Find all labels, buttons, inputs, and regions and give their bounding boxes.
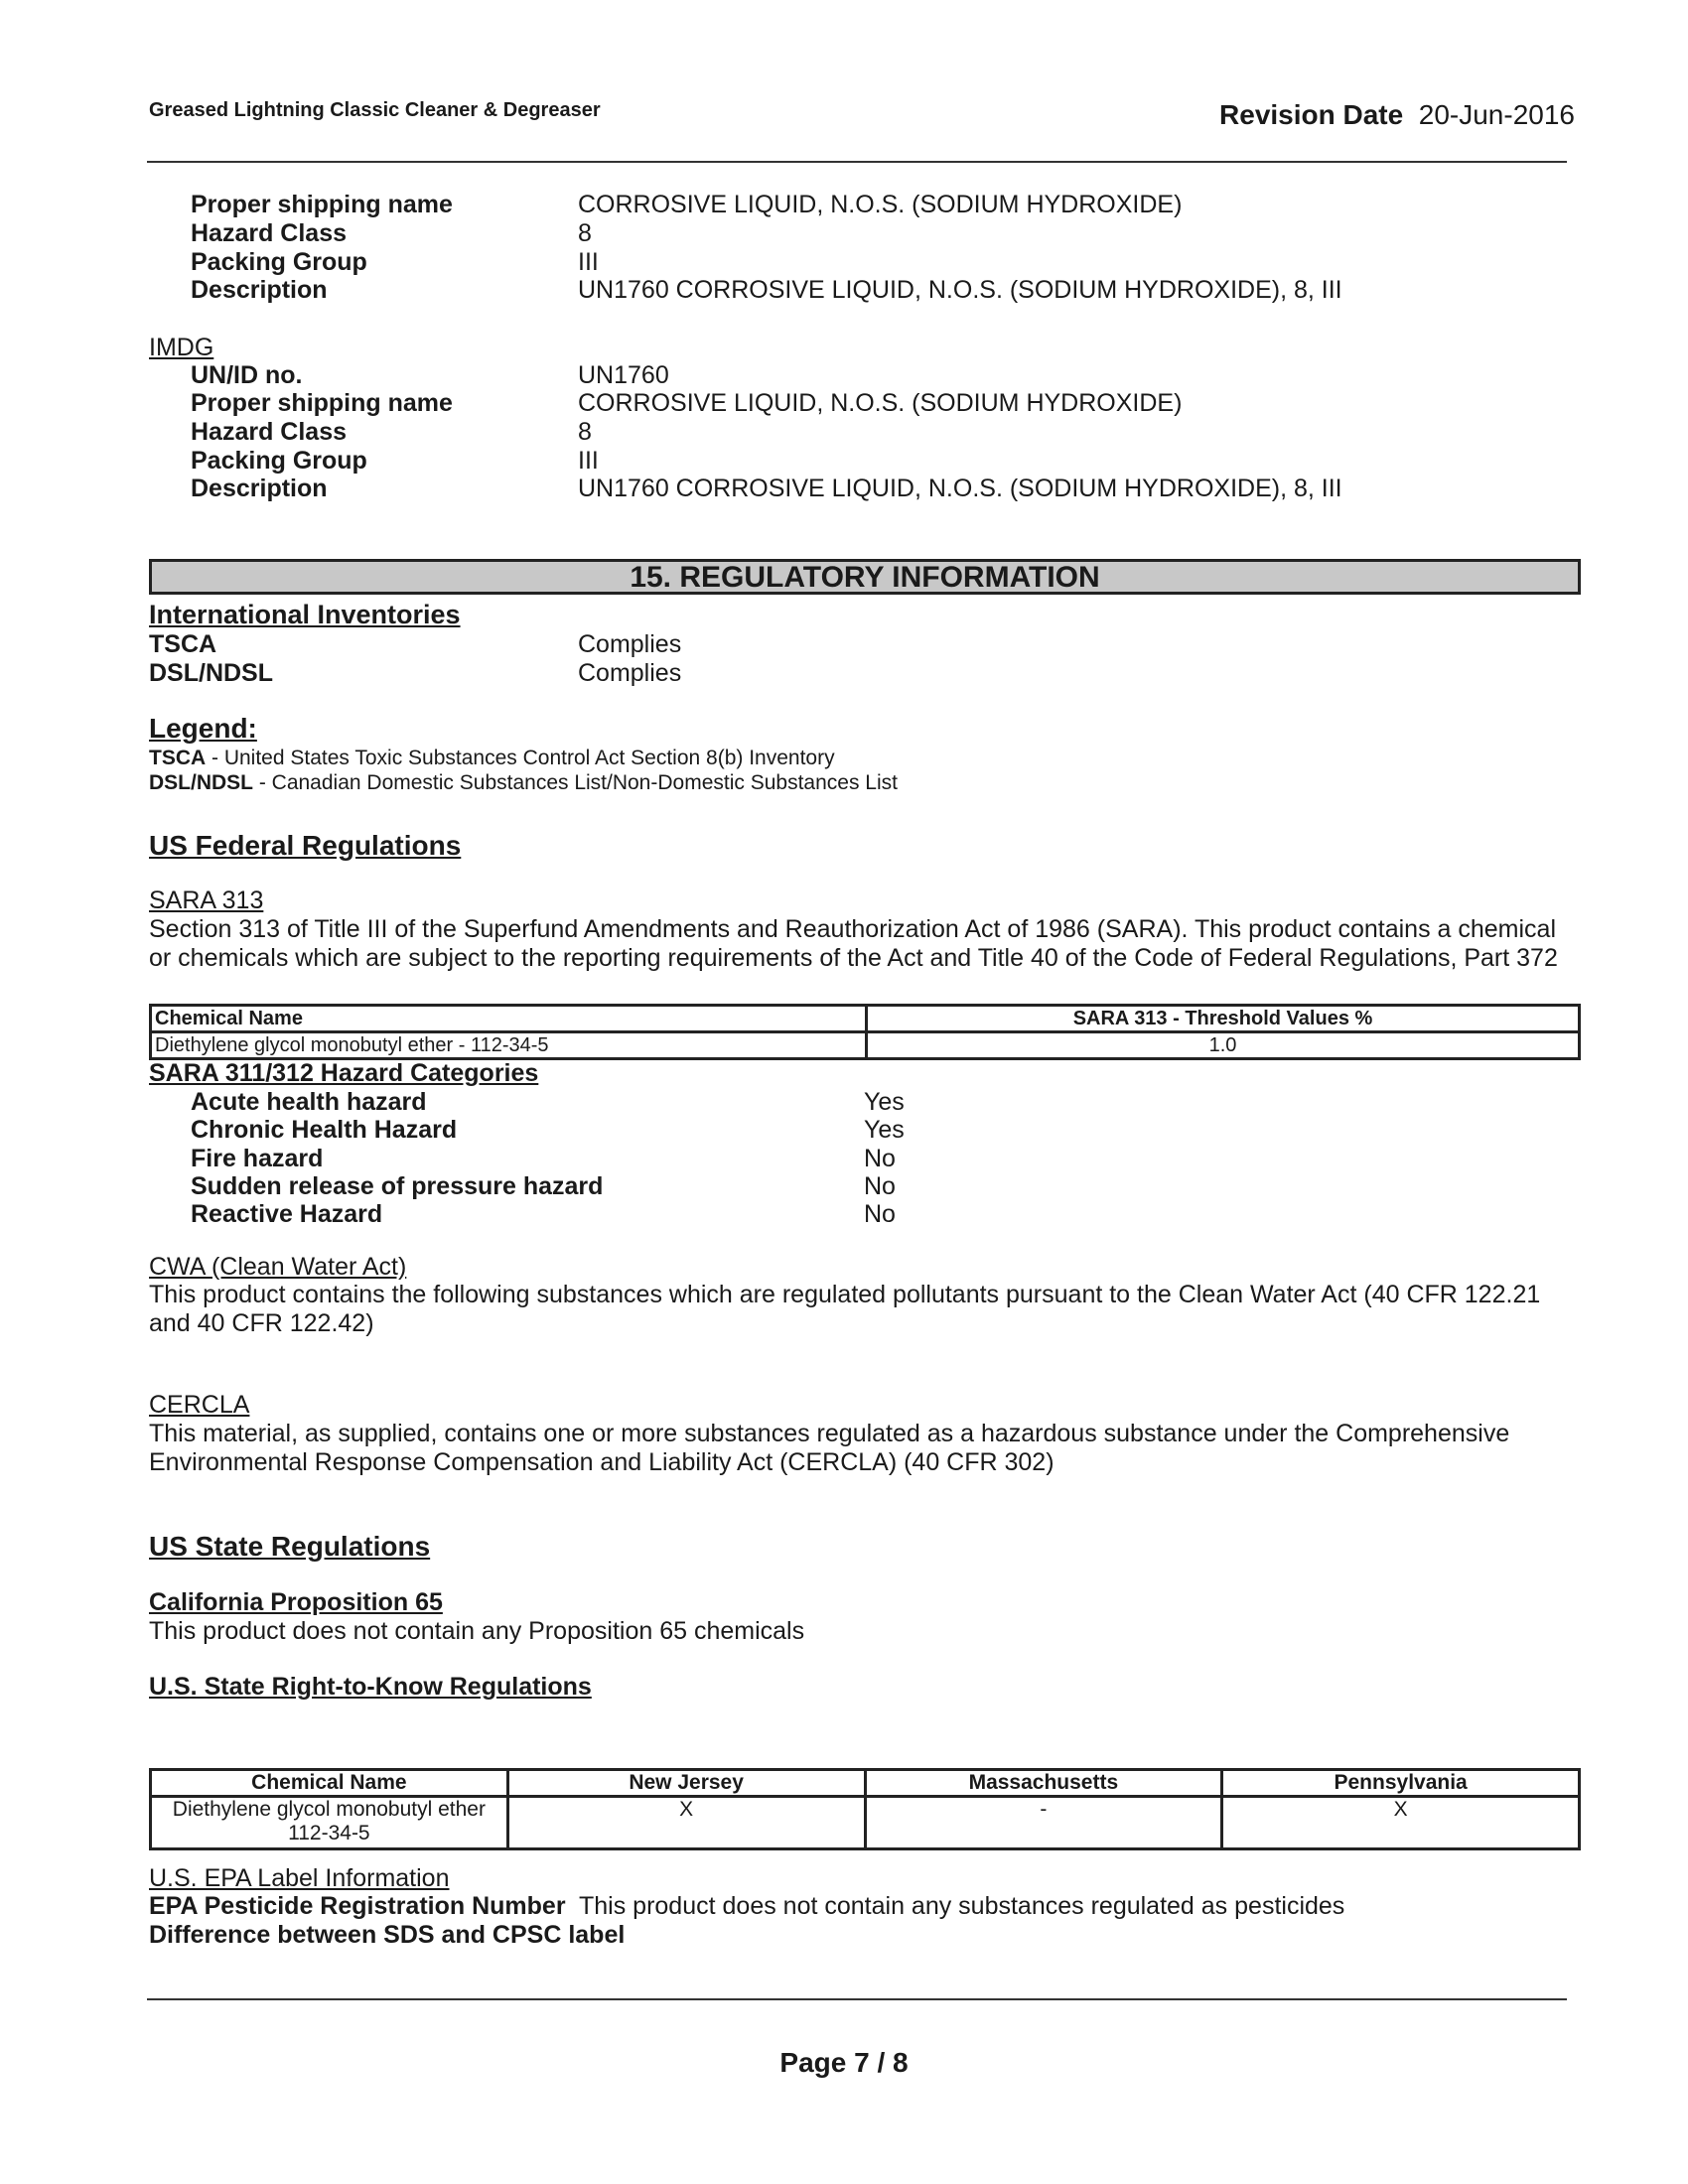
pennsylvania-cell: X (1222, 1797, 1580, 1849)
us-state-heading: US State Regulations (149, 1531, 431, 1562)
cas-number: 112-34-5 (288, 1822, 370, 1844)
page-number: Page 7 / 8 (779, 2047, 909, 2078)
imdg-row-description (0, 475, 1589, 502)
column-header: SARA 313 - Threshold Values % (867, 1006, 1580, 1032)
field-label: Proper shipping name (191, 389, 453, 417)
table-row (151, 1032, 1580, 1059)
imdg-row-shipping-name (0, 389, 1589, 417)
inventory-row-dsl (0, 659, 1589, 687)
field-label: Description (191, 475, 328, 502)
right-to-know-heading: U.S. State Right-to-Know Regulations (149, 1673, 592, 1701)
field-label: Hazard Class (191, 219, 348, 247)
sara-313-heading: SARA 313 (149, 887, 264, 914)
field-label: TSCA (149, 630, 217, 658)
hazard-row-pressure (0, 1172, 1589, 1200)
hazard-value: Yes (864, 1088, 905, 1116)
field-value: 8 (578, 418, 592, 446)
hazard-label: Reactive Hazard (191, 1200, 383, 1228)
legend-abbr: TSCA (149, 747, 207, 769)
hazard-row-chronic (0, 1116, 1589, 1144)
field-value: III (578, 447, 599, 475)
field-label: Hazard Class (191, 418, 348, 446)
cwa-text: This product contains the following substances which are regulated pollutants pursuant to the Clean Water Act (40 CFR 122.21 and 40 CFR 122.42) (149, 1281, 1541, 1337)
field-label: UN/ID no. (191, 361, 303, 389)
threshold-value-cell: 1.0 (867, 1032, 1580, 1059)
sds-cpsc-difference-label: Difference between SDS and CPSC label (149, 1921, 626, 1949)
field-label: Proper shipping name (191, 191, 453, 218)
section-15-banner: 15. REGULATORY INFORMATION (149, 559, 1581, 595)
field-value: UN1760 CORROSIVE LIQUID, N.O.S. (SODIUM HYDROXIDE), 8, III (578, 475, 1342, 502)
transport-row-description (0, 276, 1589, 304)
inventory-row-tsca (0, 630, 1589, 658)
field-value: CORROSIVE LIQUID, N.O.S. (SODIUM HYDROXIDE) (578, 389, 1183, 417)
imdg-row-unid (0, 361, 1589, 389)
international-inventories-heading: International Inventories (149, 600, 461, 629)
field-value: This product does not contain any substances regulated as pesticides (579, 1892, 1345, 1920)
imdg-row-hazard-class (0, 418, 1589, 446)
header-divider (147, 161, 1567, 163)
legend-text: - United States Toxic Substances Control Act Section 8(b) Inventory (206, 747, 835, 769)
prop65-text: This product does not contain any Proposition 65 chemicals (149, 1617, 805, 1645)
product-name: Greased Lightning Classic Cleaner & Degreaser (149, 99, 601, 121)
imdg-heading: IMDG (149, 334, 214, 361)
hazard-value: No (864, 1200, 896, 1228)
legend-tsca (149, 747, 835, 770)
cercla-text: This material, as supplied, contains one or more substances regulated as a hazardous substance under the Comprehensive Environmental Response Compensation and Liability Act (CERCLA) (40 CFR 302) (149, 1420, 1510, 1476)
hazard-value: No (864, 1145, 896, 1172)
chemical-name-cell: Diethylene glycol monobutyl ether - 112-34-5 (151, 1032, 867, 1059)
hazard-row-reactive (0, 1200, 1589, 1228)
epa-heading: U.S. EPA Label Information (149, 1864, 450, 1892)
hazard-row-acute (0, 1088, 1589, 1116)
sara-313-text: Section 313 of Title III of the Superfund Amendments and Reauthorization Act of 1986 (SARA). This product contains a chemical or chemicals which are subject to the reporting requirements of the Act and Title 40 of the Code of Federal Regulations, Part 372 (149, 915, 1558, 972)
transport-row-shipping-name (0, 191, 1589, 218)
field-value: Complies (578, 659, 682, 687)
hazard-label: Acute health hazard (191, 1088, 427, 1116)
field-value: 8 (578, 219, 592, 247)
field-label: EPA Pesticide Registration Number (149, 1892, 566, 1920)
new-jersey-cell: X (507, 1797, 865, 1849)
chemical-name-cell (151, 1797, 508, 1849)
hazard-value: Yes (864, 1116, 905, 1144)
legend-heading: Legend: (149, 713, 257, 744)
column-header: Pennsylvania (1222, 1770, 1580, 1797)
field-label: Packing Group (191, 447, 367, 475)
footer-divider (147, 1998, 1567, 2000)
hazard-value: No (864, 1172, 896, 1200)
field-value: CORROSIVE LIQUID, N.O.S. (SODIUM HYDROXIDE) (578, 191, 1183, 218)
field-label: Packing Group (191, 248, 367, 276)
field-value: III (578, 248, 599, 276)
legend-abbr: DSL/NDSL (149, 771, 253, 794)
hazard-row-fire (0, 1145, 1589, 1172)
legend-dsl (149, 771, 898, 795)
hazard-label: Fire hazard (191, 1145, 324, 1172)
revision-date-block (1219, 99, 1575, 131)
table-header-row (151, 1006, 1580, 1032)
us-federal-heading: US Federal Regulations (149, 830, 462, 861)
cwa-heading: CWA (Clean Water Act) (149, 1253, 407, 1281)
hazard-label: Sudden release of pressure hazard (191, 1172, 604, 1200)
field-label: DSL/NDSL (149, 659, 273, 687)
transport-row-packing-group (0, 248, 1589, 276)
column-header: Massachusetts (865, 1770, 1222, 1797)
table-row (151, 1797, 1580, 1849)
column-header: Chemical Name (151, 1770, 508, 1797)
massachusetts-cell: - (865, 1797, 1222, 1849)
hazard-label: Chronic Health Hazard (191, 1116, 458, 1144)
field-value: UN1760 CORROSIVE LIQUID, N.O.S. (SODIUM HYDROXIDE), 8, III (578, 276, 1342, 304)
table-header-row (151, 1770, 1580, 1797)
right-to-know-table (149, 1768, 1581, 1850)
revision-label: Revision Date (1219, 99, 1404, 130)
field-value: Complies (578, 630, 682, 658)
transport-row-hazard-class (0, 219, 1589, 247)
sara-313-table (149, 1004, 1581, 1060)
legend-text: - Canadian Domestic Substances List/Non-Domestic Substances List (253, 771, 898, 794)
field-value: UN1760 (578, 361, 669, 389)
column-header: New Jersey (507, 1770, 865, 1797)
field-label: Description (191, 276, 328, 304)
imdg-row-packing-group (0, 447, 1589, 475)
epa-registration-row (149, 1892, 1559, 1920)
column-header: Chemical Name (151, 1006, 867, 1032)
sara-311-heading: SARA 311/312 Hazard Categories (149, 1059, 539, 1087)
chemical-name: Diethylene glycol monobutyl ether (172, 1798, 486, 1821)
cercla-heading: CERCLA (149, 1391, 250, 1419)
revision-date: 20-Jun-2016 (1418, 99, 1575, 130)
prop65-heading: California Proposition 65 (149, 1588, 443, 1616)
